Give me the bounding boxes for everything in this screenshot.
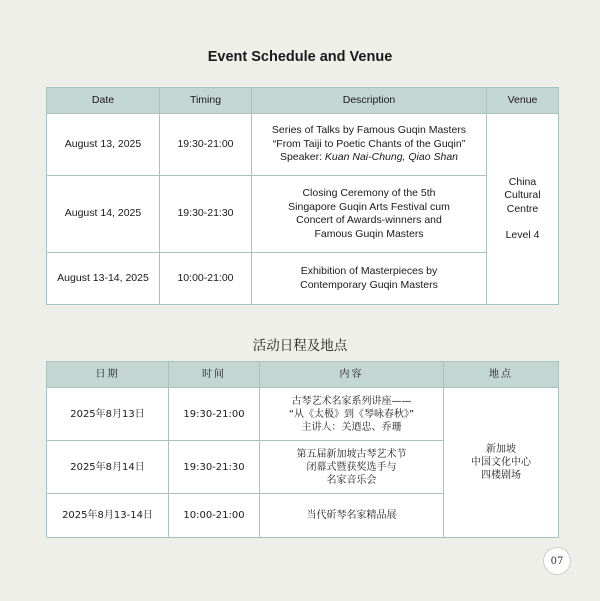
cell-date: 2025年8月13日 bbox=[47, 388, 169, 441]
cell-date: 2025年8月14日 bbox=[47, 441, 169, 494]
cell-timing: 19:30-21:00 bbox=[169, 388, 260, 441]
header-venue: 地点 bbox=[444, 362, 559, 388]
cell-description bbox=[252, 253, 487, 305]
header-timing: 时间 bbox=[169, 362, 260, 388]
cell-description bbox=[260, 388, 444, 441]
header-row bbox=[47, 88, 559, 114]
speaker-line bbox=[256, 151, 482, 165]
header-timing: Timing bbox=[160, 88, 252, 114]
cell-timing: 19:30-21:00 bbox=[160, 114, 252, 176]
venue-line: 四楼剧场 bbox=[481, 470, 521, 481]
venue-line: China bbox=[508, 175, 537, 188]
cell-timing: 19:30-21:30 bbox=[160, 176, 252, 253]
page-number-badge: 07 bbox=[543, 547, 571, 575]
schedule-table-english bbox=[46, 87, 559, 305]
description-line: 名家音乐会 bbox=[326, 474, 377, 486]
cell-venue bbox=[444, 388, 559, 538]
venue-line: Level 4 bbox=[505, 229, 540, 241]
cell-description bbox=[252, 176, 487, 253]
header-description: Description bbox=[252, 88, 487, 114]
table-row bbox=[47, 114, 559, 176]
cell-timing: 10:00-21:00 bbox=[169, 494, 260, 538]
venue-line: 中国文化中心 bbox=[471, 457, 531, 468]
description-line: 闭幕式暨获奖选手与 bbox=[306, 461, 397, 473]
header-date: Date bbox=[47, 88, 160, 114]
schedule-table-chinese bbox=[46, 361, 559, 538]
description-line: Closing Ceremony of the 5th bbox=[302, 187, 436, 199]
description-line: 主讲人：关迺忠、乔珊 bbox=[301, 421, 402, 433]
schedule-title-english: Event Schedule and Venue bbox=[207, 49, 393, 65]
cell-description bbox=[260, 494, 444, 538]
description-line: Concert of Awards-winners and bbox=[296, 214, 442, 226]
description-line: 当代斫琴名家精品展 bbox=[306, 510, 397, 521]
cell-timing: 19:30-21:30 bbox=[169, 441, 260, 494]
speaker-names: Kuan Nai-Chung, Qiao Shan bbox=[324, 151, 459, 164]
cell-timing: 10:00-21:00 bbox=[160, 253, 252, 305]
description-line: Series of Talks by Famous Guqin Masters bbox=[271, 124, 467, 137]
cell-date: 2025年8月13-14日 bbox=[47, 494, 169, 538]
header-venue: Venue bbox=[487, 88, 559, 114]
table-row bbox=[47, 253, 559, 305]
speaker-label: Speaker: bbox=[279, 151, 325, 164]
cell-date: August 13-14, 2025 bbox=[47, 253, 160, 305]
description-line: Exhibition of Masterpieces by bbox=[300, 265, 438, 277]
description-line: “From Taiji to Poetic Chants of the Guqin” bbox=[272, 137, 466, 150]
description-line: Singapore Guqin Arts Festival cum bbox=[288, 200, 450, 213]
cell-date: August 14, 2025 bbox=[47, 176, 160, 253]
cell-description bbox=[260, 441, 444, 494]
header-description: 内容 bbox=[260, 362, 444, 388]
table-row bbox=[47, 176, 559, 253]
venue-line: 新加坡 bbox=[486, 444, 516, 455]
description-line: Contemporary Guqin Masters bbox=[300, 278, 438, 291]
venue-line: Centre bbox=[506, 202, 539, 215]
description-line: Famous Guqin Masters bbox=[314, 227, 424, 240]
description-line: “从《太极》到《琴咏春秋》” bbox=[288, 408, 415, 420]
cell-date: August 13, 2025 bbox=[47, 114, 160, 176]
cell-venue bbox=[487, 114, 559, 305]
cell-description bbox=[252, 114, 487, 176]
header-row bbox=[47, 362, 559, 388]
description-line: 第五届新加坡古琴艺术节 bbox=[296, 448, 407, 460]
table-row bbox=[47, 388, 559, 441]
description-line: 古琴艺术名家系列讲座—— bbox=[291, 395, 412, 407]
venue-line: Cultural bbox=[504, 189, 541, 201]
schedule-title-chinese: 活动日程及地点 bbox=[252, 338, 348, 354]
header-date: 日期 bbox=[47, 362, 169, 388]
